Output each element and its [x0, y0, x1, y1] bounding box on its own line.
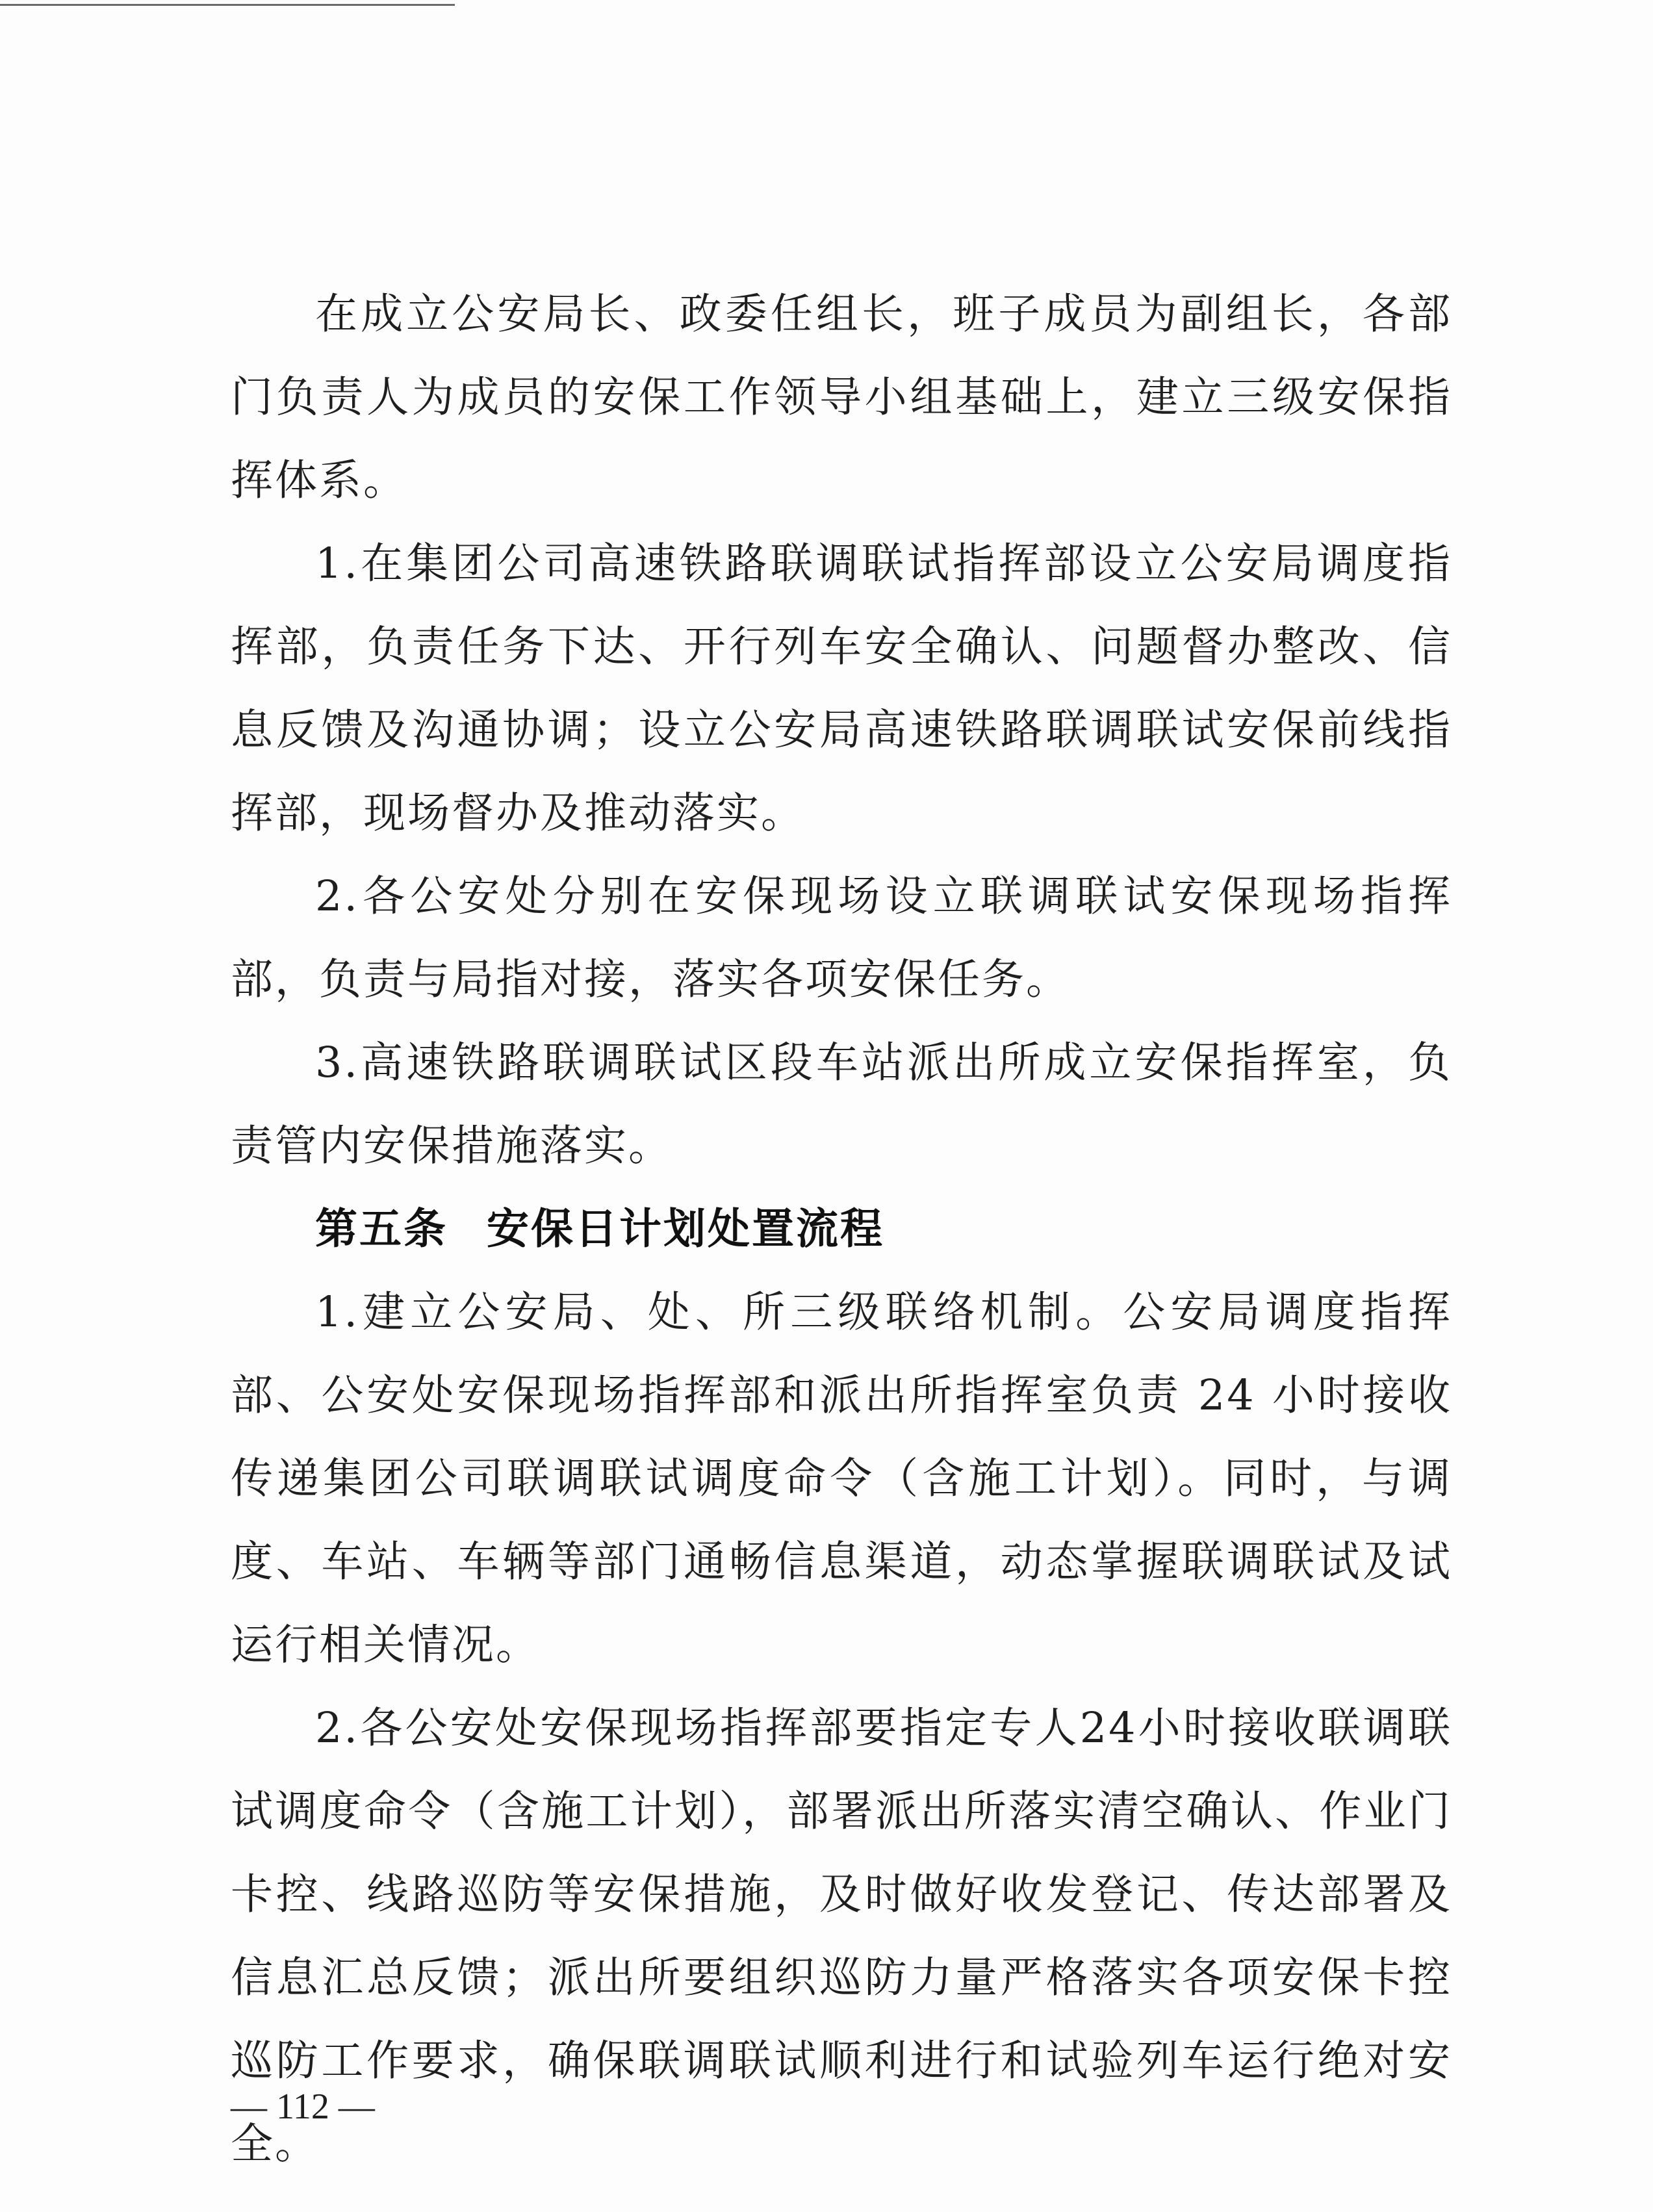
- paragraph-article5-item-2: 2.各公安处安保现场指挥部要指定专人24小时接收联调联试调度命令（含施工计划），部署派出所落实清空确认、作业门卡控、线路巡防等安保措施，及时做好收发登记、传达部署及信息汇总反馈；派出所要组织巡防力量严格落实各项安保卡控巡防工作要求，确保联调联试顺利进行和试验列车运行绝对安全。: [231, 1704, 1452, 2168]
- paragraph-intro: 在成立公安局长、政委任组长，班子成员为副组长，各部门负责人为成员的安保工作领导小组基础上，建立三级安保指挥体系。: [231, 290, 1452, 505]
- top-edge-rule: [0, 4, 455, 6]
- article-heading: [231, 1188, 1452, 1271]
- paragraph-item-1: 1.在集团公司高速铁路联调联试指挥部设立公安局调度指挥部，负责任务下达、开行列车安全确认、问题督办整改、信息反馈及沟通协调；设立公安局高速铁路联调联试安保前线指挥部，现场督办及推动落实。: [231, 539, 1452, 838]
- article-number: 第五条: [315, 1205, 448, 1254]
- paragraph-article5-item-1: 1.建立公安局、处、所三级联络机制。公安局调度指挥部、公安处安保现场指挥部和派出所指挥室负责 24 小时接收传递集团公司联调联试调度命令（含施工计划）。同时，与调度、车站、车辆等部门通畅信息渠道，动态掌握联调联试及试运行相关情况。: [231, 1288, 1452, 1669]
- article-title: 安保日计划处置流程: [487, 1205, 885, 1254]
- paragraph-item-3: 3.高速铁路联调联试区段车站派出所成立安保指挥室，负责管内安保措施落实。: [231, 1038, 1452, 1170]
- body-text: [231, 273, 1452, 2186]
- paragraph-item-2: 2.各公安处分别在安保现场设立联调联试安保现场指挥部，负责与局指对接，落实各项安保任务。: [231, 872, 1452, 1004]
- page-number: — 112 —: [231, 2087, 375, 2127]
